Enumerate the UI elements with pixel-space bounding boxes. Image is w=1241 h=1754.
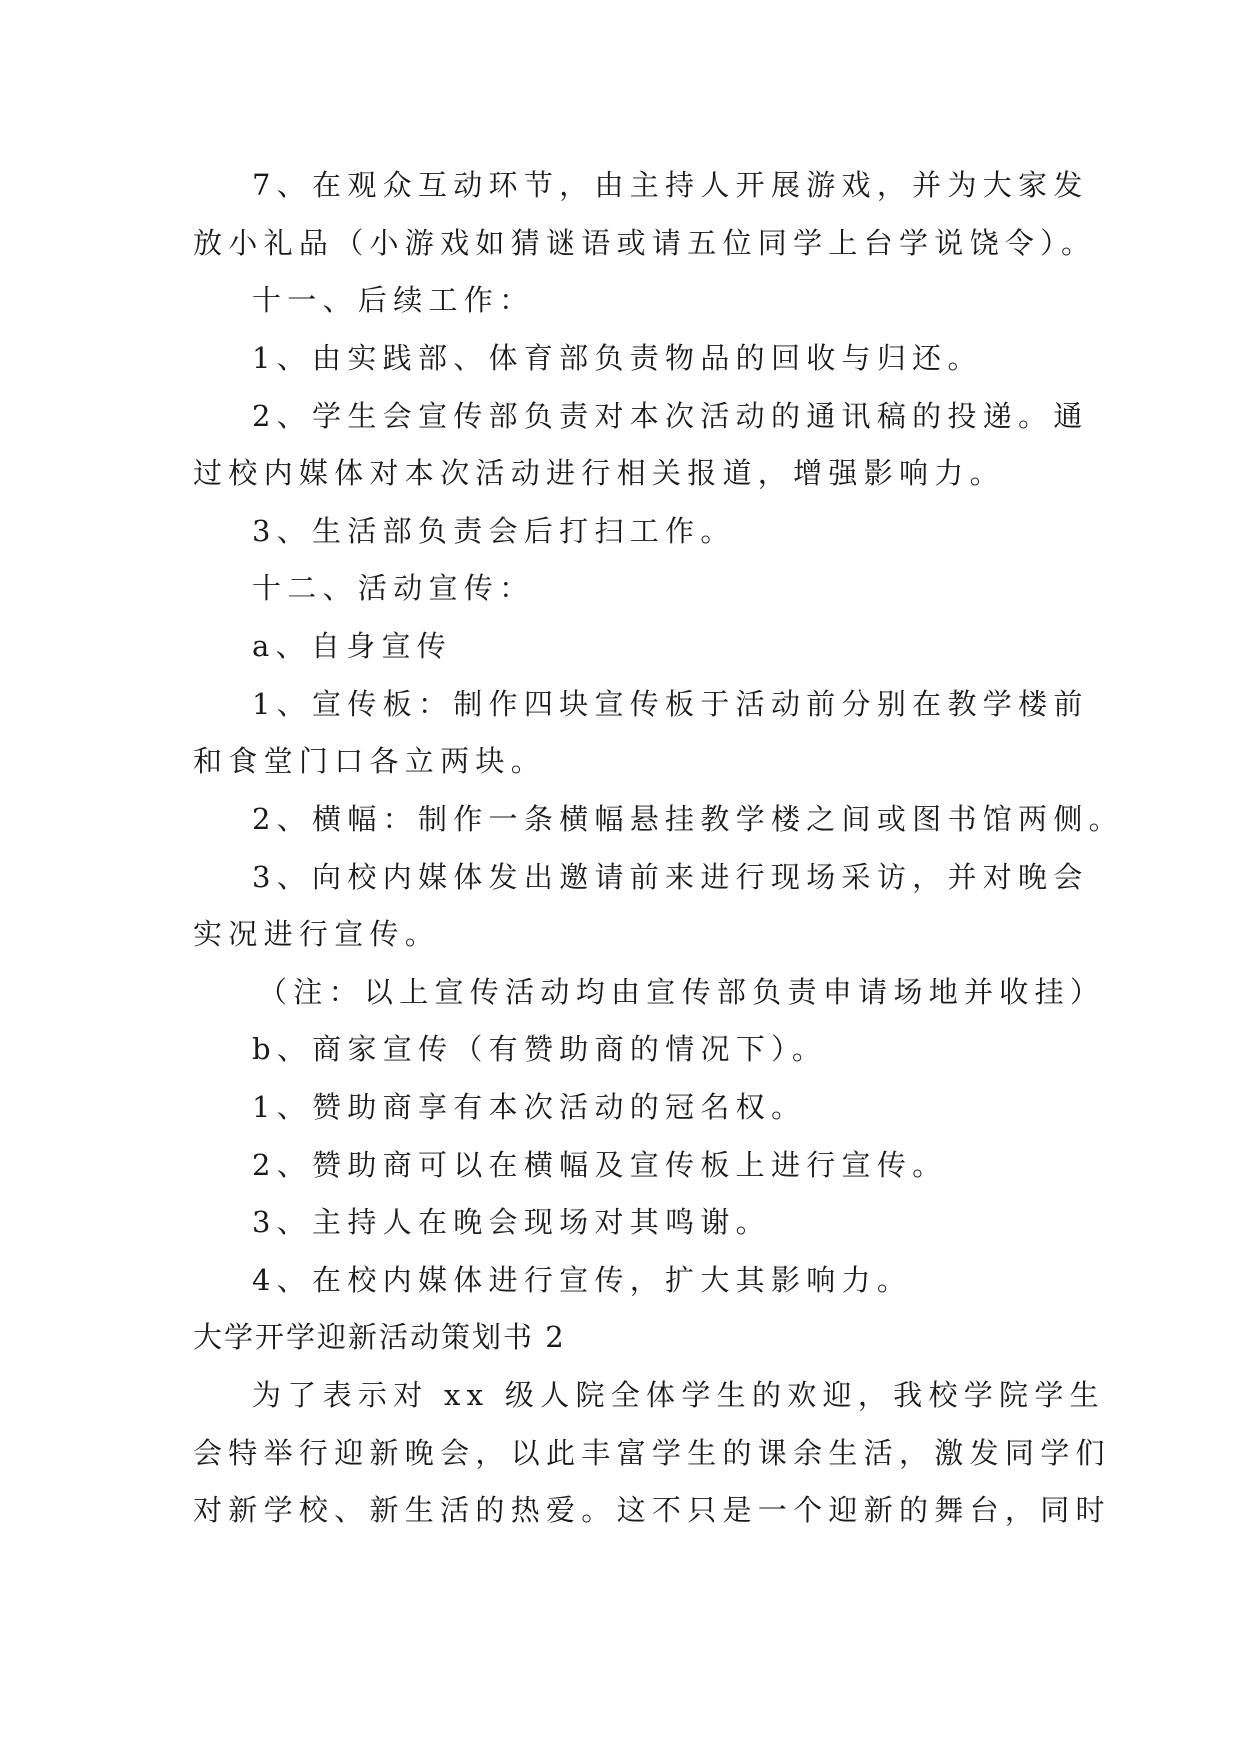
section-heading: 十二、活动宣传： [252, 571, 535, 605]
paragraph-line: 4、在校内媒体进行宣传，扩大其影响力。 [252, 1263, 913, 1297]
paragraph-line: 1、宣传板：制作四块宣传板于活动前分别在教学楼前 [252, 687, 1089, 721]
paragraph-line: 1、由实践部、体育部负责物品的回收与归还。 [252, 341, 983, 375]
paragraph-line: 3、向校内媒体发出邀请前来进行现场采访，并对晚会 [252, 860, 1089, 894]
paragraph-line: 2、赞助商可以在横幅及宣传板上进行宣传。 [252, 1148, 948, 1182]
paragraph-line: 3、生活部负责会后打扫工作。 [252, 514, 736, 548]
paragraph-line: 7、在观众互动环节，由主持人开展游戏，并为大家发 [252, 168, 1089, 202]
paragraph-line: 和食堂门口各立两块。 [193, 744, 547, 778]
paragraph-line: b、商家宣传（有赞助商的情况下）。 [252, 1032, 828, 1066]
paragraph-line: 2、横幅：制作一条横幅悬挂教学楼之间或图书馆两侧。 [252, 802, 1124, 836]
paragraph-line: 1、赞助商享有本次活动的冠名权。 [252, 1090, 807, 1124]
note-line: （注：以上宣传活动均由宣传部负责申请场地并收挂） [258, 975, 1106, 1009]
document-title: 大学开学迎新活动策划书 2 [193, 1320, 566, 1354]
paragraph-line: 为了表示对 xx 级人院全体学生的欢迎，我校学院学生 [252, 1378, 1105, 1412]
paragraph-line: 对新学校、新生活的热爱。这不只是一个迎新的舞台，同时 [193, 1493, 1111, 1527]
paragraph-line: 会特举行迎新晚会，以此丰富学生的课余生活，激发同学们 [193, 1436, 1111, 1470]
paragraph-line: 实况进行宣传。 [193, 917, 441, 951]
paragraph-line: 3、主持人在晚会现场对其鸣谢。 [252, 1205, 771, 1239]
paragraph-line: 放小礼品（小游戏如猜谜语或请五位同学上台学说饶令）。 [193, 226, 1097, 260]
paragraph-line: a、自身宣传 [252, 629, 453, 663]
section-heading: 十一、后续工作： [252, 283, 535, 317]
paragraph-line: 2、学生会宣传部负责对本次活动的通讯稿的投递。通 [252, 399, 1089, 433]
paragraph-line: 过校内媒体对本次活动进行相关报道，增强影响力。 [193, 456, 1005, 490]
